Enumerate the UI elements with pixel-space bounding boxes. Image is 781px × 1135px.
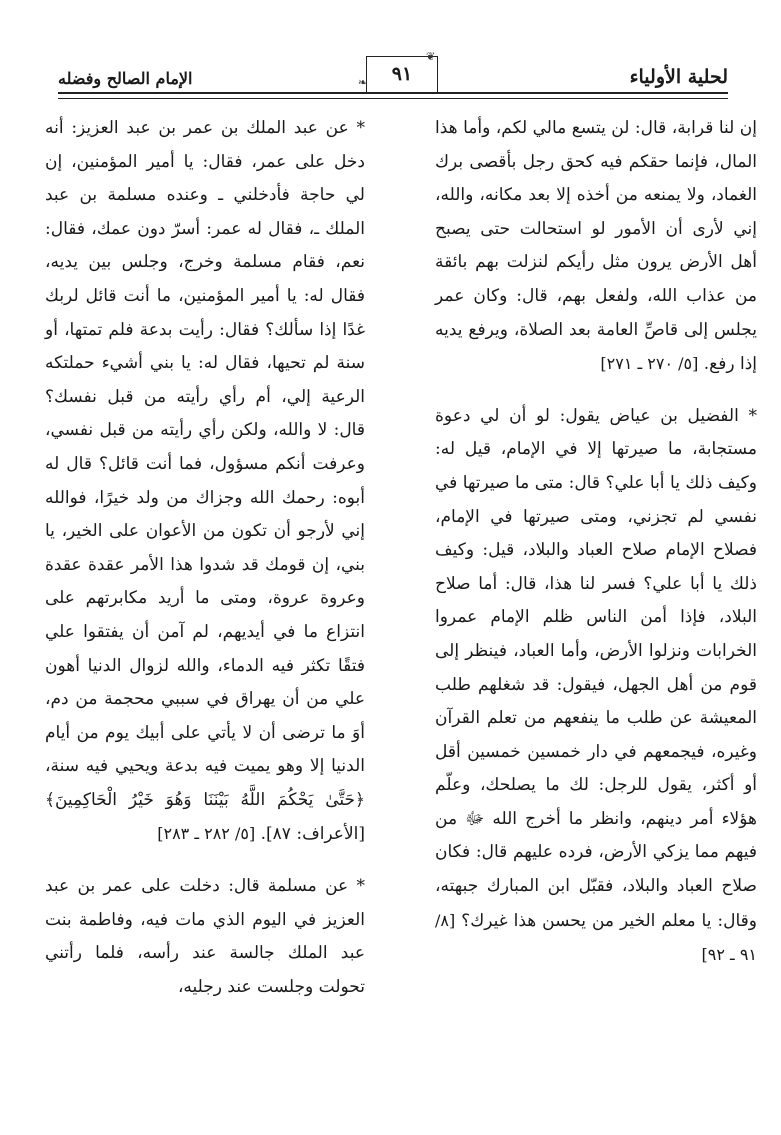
paragraph [435,112,757,382]
header-rule [58,92,728,94]
reference: [٥/ ٢٨٢ ـ ٢٨٣] [157,824,256,844]
ornament-icon: ❦ [426,50,436,63]
left-column [45,112,365,1004]
ornament-icon: ❧ [358,76,368,89]
reference: [٥/ ٢٧٠ ـ ٢٧١] [600,354,699,374]
paragraph [45,870,365,1004]
paragraph [45,112,365,852]
paragraph-text: * عن عبد الملك بن عمر بن عبد العزيز: أنه دخل على عمر، فقال: يا أمير المؤمنين، إن لي حاجة فأدخلني ـ وعنده مسلمة بن عبد الملك ـ، فقال له عمر: أسرّ دون عمك، فقال: نعم، فقام مسلمة وخرج، وجلس بين يديه، فقال له: يا أمير المؤمنين، ما أنت قائل لربك غدًا إذا سألك؟ فقال: رأيت بدعة فلم تمتها، أو سنة لم تحيها، فقال له: يا بني أشيء حملتكه الرعية إلي، أم رأي رأيته من قبل نفسك؟ قال: لا والله، ولكن رأي رأيته من قبل نفسي، وعرفت أنكم مسؤول، فما أنت قائل؟ قال له أبوه: رحمك الله وجزاك من ولد خيرًا، فوالله إني لأرجو أن تكون من الأعوان على الخير، يا بني، إن قومك قد شدوا هذا الأمر عقدة عقدة وعروة عروة، ومتى ما أريد مكابرتهم على انتزاع ما في أيديهم، لم آمن أن يفتقوا علي فتقًا تكثر فيه الدماء، والله لزوال الدنيا أهون علي من أن يهراق في سببي محجمة من دم، أوَ ما ترضى أن لا يأتي على أبيك يوم من أيام الدنيا إلا وهو يميت فيه بدعة ويحيي فيه سنة، ﴿حَتَّىٰ يَحْكُمَ اللَّهُ بَيْنَنَا وَهُوَ خَيْرُ الْحَاكِمِينَ﴾ [الأعراف: ٨٧]. [45,118,365,845]
right-column [435,112,757,973]
section-title: الإمام الصالح وفضله [58,69,193,88]
header-rule-thin [58,98,728,99]
paragraph-text: * عن مسلمة قال: دخلت على عمر بن عبد العزيز في اليوم الذي مات فيه، وفاطمة بنت عبد الملك جالسة عند رأسه، فلما رأتني تحولت وجلست عند رجليه، [45,876,365,997]
book-title: لحلية الأولياء [629,66,728,88]
page-header [58,48,728,100]
page-number: ٩١ [391,63,413,85]
reference: [٨/ ٩١ ـ ٩٢] [435,910,757,965]
paragraph-text: إن لنا قرابة، قال: لن يتسع مالي لكم، وأما هذا المال، فإنما حقكم فيه كحق رجل بأقصى برك الغماد، ولا يمنعه من أخذه إلا بعد مكانه، والله، إني لأرى أن الأمور لو استحالت حتى يصبح أهل الأرض يرون مثل رأيكم لنزلت بهم بائقة من عذاب الله، ولفعل بهم، قال: وكان عمر يجلس إلى قاصِّ العامة بعد الصلاة، ويرفع يديه إذا رفع. [435,118,757,375]
paragraph [435,400,757,973]
paragraph-text: * الفضيل بن عياض يقول: لو أن لي دعوة مستجابة، ما صيرتها إلا في الإمام، قيل له: وكيف ذلك يا أبا علي؟ قال: متى ما صيرتها في نفسي لم تجزني، ومتى صيرتها في الإمام، فصلاح الإمام صلاح العباد والبلاد، قيل: وكيف ذلك يا أبا علي؟ فسر لنا هذا، قال: أما صلاح البلاد، فإذا أمن الناس ظلم الإمام عمروا الخرابات ونزلوا الأرض، وأما العباد، فينظر إلى قوم من أهل الجهل، فيقول: قد شغلهم طلب المعيشة عن طلب ما ينفعهم من تعلم القرآن وغيره، فيجمعهم في دار خمسين خمسين أقل أو أكثر، يقول للرجل: لك ما يصلحك، وعلّم هؤلاء أمر دينهم، وانظر ما أخرج الله ﷻ من فيهم مما يزكي الأرض، فرده عليهم قال: فكان صلاح العباد والبلاد، فقبّل ابن المبارك جبهته، وقال: يا معلم الخير من يحسن هذا غيرك؟ [435,405,757,931]
